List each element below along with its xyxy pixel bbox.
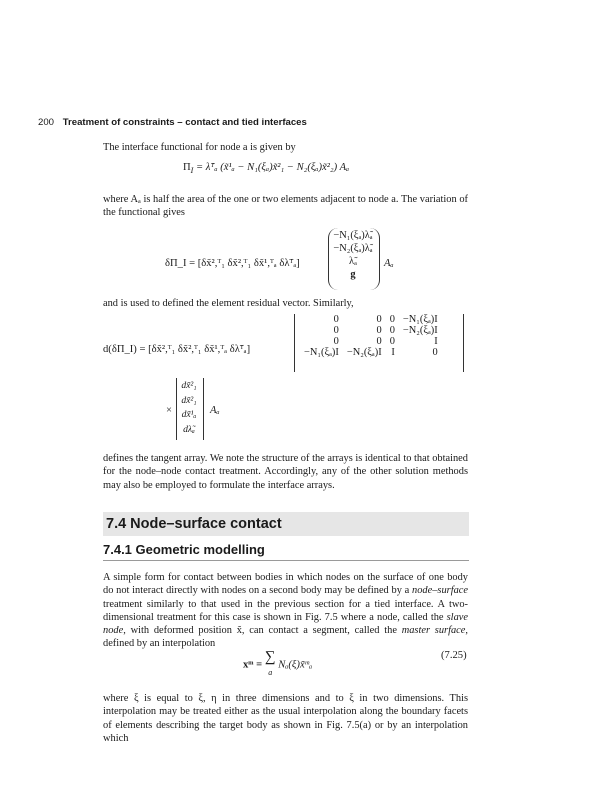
para-geometric-text: A simple form for contact between bodies in which nodes on the surface of one body do not interact directly with nodes on a second body may be defined by a (103, 572, 468, 597)
variation-vector-entry: −N₁(ξₐ)λ̃ₐ (333, 230, 373, 241)
para-last: where ξ is equal to ξ, η in three dimensions and to ξ in two dimensions. This interpolation may be treated either as the usual interpolation along the boundary facets of elements describing the target body as shown in Fig. 7.5(a) or by an interpolation which (103, 693, 468, 744)
matrix-cell: −N₂(ξₐ)I (346, 347, 382, 358)
para-geometric-text: treatment similarly to that used in the previous section for a tied interface. A two-dimensional treatment for this case is shown in Fig. 7.5 where a node, called the (103, 598, 468, 623)
eq-functional (183, 162, 349, 175)
times-symbol: × (166, 405, 172, 416)
eq-variation-lhs: δΠ_I = [δx̃²,ᵀ₁ δx̃²,ᵀ₁ δx̃¹,ᵀₐ δλ̃ᵀₐ] (165, 258, 300, 269)
variation-vector-entry: λ̃ₐ (349, 256, 357, 267)
variation-vector (332, 229, 374, 281)
eq-interp-rhs: Nₐ(ξ)x̃ᵐₐ (278, 659, 313, 671)
matrix-cell: 0 (333, 325, 339, 336)
matrix-row (300, 347, 442, 358)
matrix-cell: 0 (376, 325, 382, 336)
para-residual: and is used to defined the element residual vector. Similarly, (103, 298, 354, 309)
matrix-cell: 0 (376, 314, 382, 325)
eq-functional-lhs-sub: I (190, 166, 194, 176)
eq-functional-lhs: Π (183, 162, 191, 173)
matrix-cell: 0 (432, 347, 438, 358)
dvector-entry: dλ̃ₐ (183, 423, 195, 435)
eq-functional-rhs: = λ̃ᵀₐ (x̃¹ₐ − N₁(ξₐ)x̃²₁ − N₂(ξₐ)x̃²₂) Aₐ (195, 162, 350, 173)
matrix-cell: I (391, 347, 395, 358)
eq-tangent-lhs: d(δΠ_I) = [δx̃²,ᵀ₁ δx̃²,ᵀ₁ δx̃¹,ᵀₐ δλ̃ᵀₐ] (103, 344, 251, 355)
matrix-cell: 0 (376, 336, 382, 347)
sum-symbol (265, 650, 276, 680)
matrix-cell: I (434, 336, 438, 347)
matrix-cell: −N₂(ξₐ)I (402, 325, 438, 336)
intro-text: The interface functional for node a is given by (103, 142, 296, 153)
variation-vector-entry: −N₂(ξₐ)λ̃ₐ (333, 243, 373, 254)
para-geometric-text: , with deformed position x̃, can contact a segment, called the (123, 625, 402, 637)
tangent-matrix (300, 314, 442, 358)
dvector-entry: dx̃²₁ (181, 380, 197, 391)
running-title: Treatment of constraints – contact and tied interfaces (62, 117, 307, 128)
matrix-cell: 0 (333, 336, 339, 347)
dvector-entry: dx̃¹ₐ (181, 409, 197, 420)
matrix-cell: 0 (389, 314, 395, 325)
running-header (38, 117, 307, 128)
matrix-row (300, 325, 442, 336)
page-number: 200 (38, 117, 55, 128)
section-heading: 7.4 Node–surface contact (103, 512, 469, 536)
dvector-entry: dx̃²₁ (181, 394, 197, 406)
sum-sign: ∑ (264, 649, 276, 665)
matrix-row (300, 336, 442, 347)
subsection-rule (103, 560, 469, 561)
eq-interp-lhs: xᵐ = (243, 659, 265, 671)
eq-interp (243, 650, 312, 680)
tangent-rhs: Aₐ (210, 405, 220, 416)
matrix-cell: 0 (389, 325, 395, 336)
emphasis-node-surface: node–surface (412, 585, 468, 597)
equation-number: (7.25) (441, 650, 467, 661)
matrix-row (300, 314, 442, 325)
para-tangent: defines the tangent array. We note the structure of the arrays is identical to that obtained for the node–node contact treatment. Accordingly, any of the other solution methods may also be employed to formulate the interface arrays. (103, 453, 468, 491)
matrix-cell: −N₁(ξₐ)I (304, 347, 339, 358)
para-area: where Aₐ is half the area of the one or two elements adjacent to node a. The variation of the functional gives (103, 194, 468, 219)
sum-subscript: a (268, 668, 273, 677)
variation-rhs: Aₐ (384, 258, 394, 269)
matrix-cell: 0 (333, 314, 339, 325)
emphasis-master-surface: master surface (401, 625, 466, 637)
dvector (178, 379, 200, 437)
variation-vector-entry: g (350, 269, 356, 280)
para-geometric (103, 571, 468, 651)
para-geometric-text: , defined by an interpolation (103, 625, 468, 650)
emphasis-slave-node: slave node (103, 611, 468, 637)
matrix-cell: −N₁(ξₐ)I (402, 314, 438, 325)
matrix-cell: 0 (389, 336, 395, 347)
subsection-heading: 7.4.1 Geometric modelling (103, 542, 265, 557)
